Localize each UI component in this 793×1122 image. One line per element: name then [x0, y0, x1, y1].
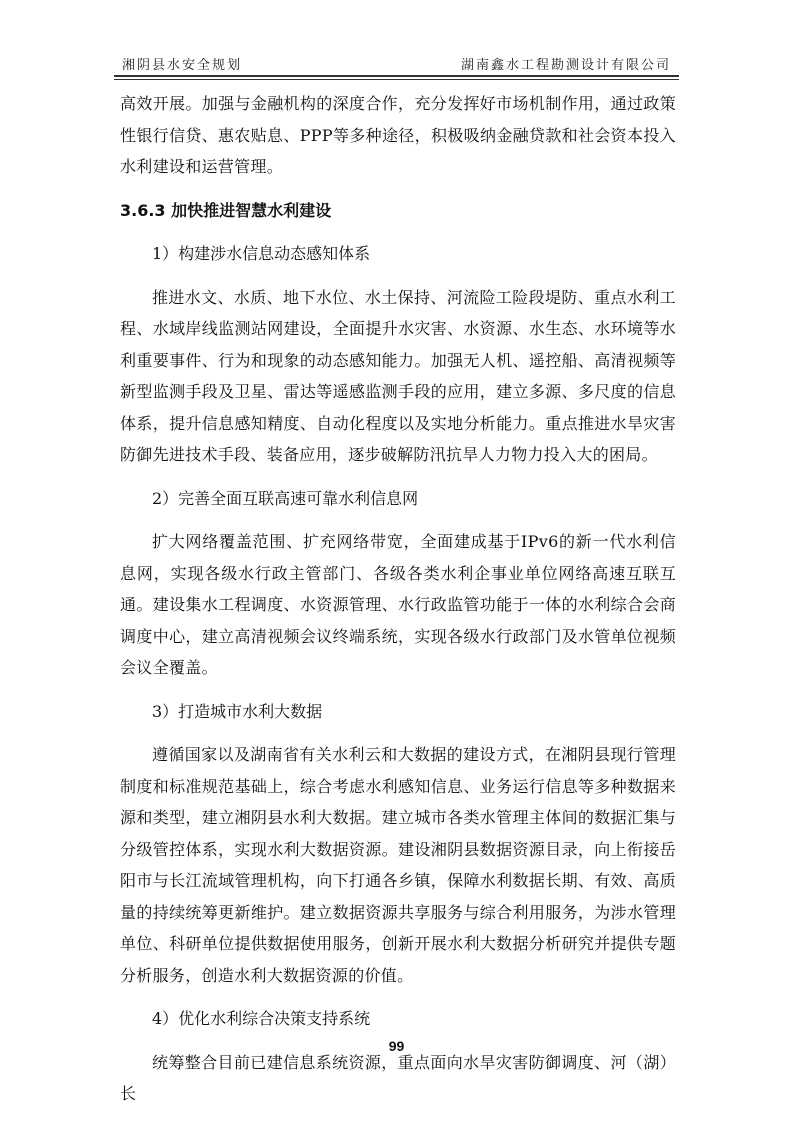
- page-body: [120, 88, 676, 1110]
- section-heading: 3.6.3 加快推进智慧水利建设: [120, 200, 332, 220]
- page-header: [114, 52, 679, 74]
- item-1-title: 1）构建涉水信息动态感知体系: [152, 244, 371, 263]
- item-3-title: 3）打造城市水利大数据: [152, 701, 323, 721]
- item-2-title: 2）完善全面互联高速可靠水利信息网: [152, 488, 419, 508]
- intro-paragraph: 高效开展。加强与金融机构的深度合作，充分发挥好市场机制作用，通过政策性银行信贷、惠农贴息、PPP等多种途径，积极吸纳金融贷款和社会资本投入水利建设和运营管理。: [120, 94, 676, 176]
- header-document-title: 湘阴县水安全规划: [122, 58, 243, 73]
- item-2-body: 扩大网络覆盖范围、扩充网络带宽，全面建成基于IPv6的新一代水利信息网，实现各级水行政主管部门、各级各类水利企事业单位网络高速互联互通。建设集水工程调度、水资源管理、水行政监管功能于一体的水利综合会商调度中心，建立高清视频会议终端系统，实现各级水行政部门及水管单位视频会议全覆盖。: [120, 532, 676, 677]
- header-divider: [114, 75, 679, 80]
- item-4-body: 统筹整合目前已建信息系统资源，重点面向水旱灾害防御调度、河（湖）长: [120, 1052, 676, 1103]
- item-3-body: 遵循国家以及湖南省有关水利云和大数据的建设方式，在湘阴县现行管理制度和标准规范基础上，综合考虑水利感知信息、业务运行信息等多种数据来源和类型，建立湘阴县水利大数据。建立城市各类水管理主体间的数据汇集与分级管控体系，实现水利大数据资源。建设湘阴县数据资源目录，向上衔接岳阳市与长江流域管理机构，向下打通各乡镇，保障水利数据长期、有效、高质量的持续统筹更新维护。建立数据资源共享服务与综合利用服务，为涉水管理单位、科研单位提供数据使用服务，创新开展水利大数据分析研究并提供专题分析服务，创造水利大数据资源的价值。: [120, 745, 676, 985]
- header-company-name: 湖南鑫水工程勘测设计有限公司: [460, 58, 671, 73]
- item-4-title: 4）优化水利综合决策支持系统: [152, 1009, 371, 1028]
- page-number: 99: [388, 1038, 405, 1054]
- item-1-body: 推进水文、水质、地下水位、水土保持、河流险工险段堤防、重点水利工程、水域岸线监测站网建设，全面提升水灾害、水资源、水生态、水环境等水利重要事件、行为和现象的动态感知能力。加强无人机、遥控船、高清视频等新型监测手段及卫星、雷达等遥感监测手段的应用，建立多源、多尺度的信息体系，提升信息感知精度、自动化程度以及实地分析能力。重点推进水旱灾害防御先进技术手段、装备应用，逐步破解防汛抗旱人力物力投入大的困局。: [120, 287, 676, 464]
